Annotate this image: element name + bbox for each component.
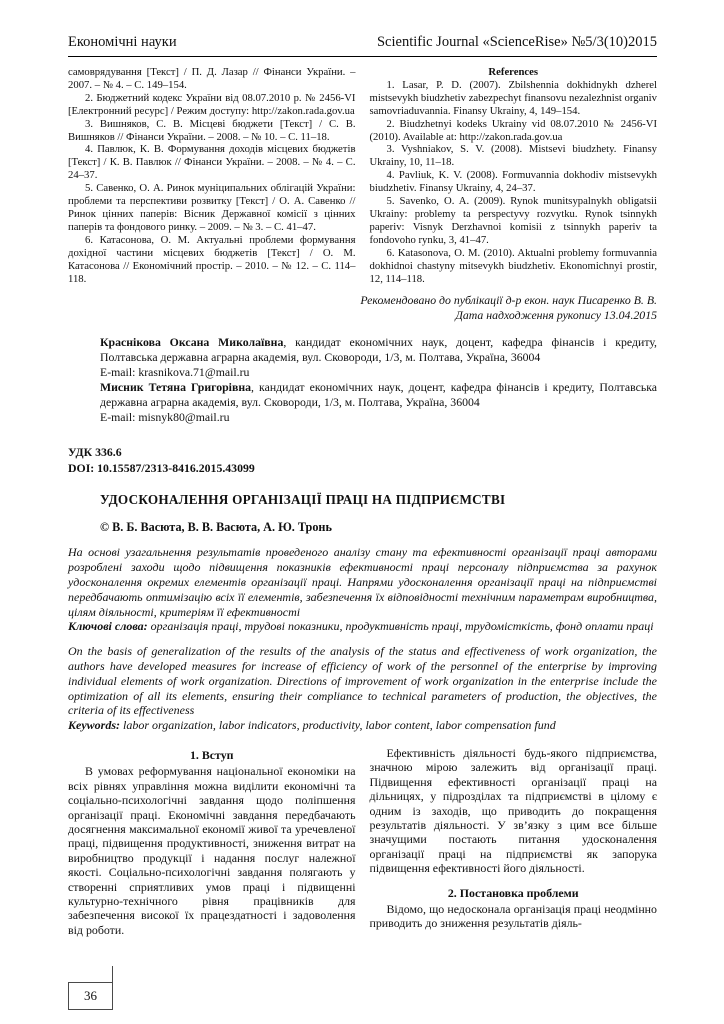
- header-journal-title: Scientific Journal «ScienceRise» №5/3(10)2015: [376, 34, 657, 50]
- author-email: E-mail: misnyk80@mail.ru: [100, 410, 230, 425]
- author-entry: [100, 380, 657, 410]
- udc-code: УДК 336.6: [68, 445, 122, 460]
- reference-item: 3. Vyshniakov, S. V. (2008). Mistsevi biudzhety. Finansy Ukrainy, 10, 11–18.: [369, 143, 657, 169]
- body-paragraph: Відомо, що недосконала організація праці неодмінно приводить до зниження результатів діяль-: [369, 902, 657, 931]
- keywords-ua: [68, 619, 657, 634]
- intro-heading: 1. Вступ: [189, 747, 234, 762]
- reference-item: 3. Вишняков, С. В. Місцеві бюджети [Текст] / С. В. Вишняков // Фінанси України. – 2008. – № 10. – С. 11–18.: [68, 117, 356, 143]
- article-meta: [68, 445, 657, 476]
- authors-block: [100, 335, 657, 425]
- keywords-en: [68, 718, 657, 733]
- author-affiliation: , кандидат економічних наук, доцент, кафедра фінансів і кредиту, Полтавська державна аграрна академія, вул. Сковороди, 1/3, м. Полтава, Україна, 36004: [100, 380, 657, 410]
- author-entry: [100, 335, 657, 365]
- problem-heading: 2. Постановка проблеми: [447, 885, 579, 900]
- recommendation-block: [68, 293, 657, 323]
- reference-item: самоврядування [Текст] / П. Д. Лазар // Фінанси України. – 2007. – № 4. – С. 149–154.: [68, 66, 356, 91]
- reference-item: 2. Бюджетний кодекс України від 08.07.2010 р. № 2456-VI [Електронний ресурс] / Режим доступу: http://zakon.rada.gov.ua: [68, 91, 356, 117]
- reference-item: 1. Lasar, P. D. (2007). Zbilshennia dokhidnykh dzherel mistsevykh biudzhetiv zabezpechyt finansovu nezalezhnist organiv samovriaduvannia. Finansy Ukrainy, 4, 149–154.: [369, 78, 657, 117]
- reference-item: 5. Savenko, O. A. (2009). Rynok munitsypalnykh obligatsii Ukrainy: problemy ta perspectyvy rozvytku. Rynok tsinnykh paperiv: Visnyk Derzhavnoi komisii z tsinnykh paperiv ta fondovoho rynku, 3, 41–47.: [369, 195, 657, 246]
- references-ua-column: [68, 66, 356, 285]
- abstract-en: [68, 644, 657, 733]
- abstract-ua-text: На основі узагальнення результатів проведеного аналізу стану та ефективності організації праці авторами розроблені заходи щодо підвищення показників ефективності праці персоналу підприємства за рахунок удосконалення окремих елементів організації праці. Напрями удосконалення організації праці на підприємстві передбачають оптимізацію всіх її елементів, забезпечення їх відповідності технічним параметрам виробництва, цілям діяльності, критеріям її ефективності: [68, 545, 657, 619]
- recommendation-note: Рекомендовано до публікації д-р екон. наук Писаренко В. В.: [360, 293, 657, 308]
- body-left-column: [68, 746, 356, 937]
- references-en-column: [370, 66, 658, 285]
- page-header: [68, 34, 657, 57]
- reference-item: 4. Pavliuk, K. V. (2008). Formuvannia dokhodiv mistsevykh biudzhetiv. Finansy Ukrainy, 4, 24–37.: [369, 169, 657, 195]
- intro-paragraph: В умовах реформування національної економіки на всіх рівнях управління можна виділити економічні та соціально-психологічні завдання щодо поліпшення організації праці. Економічні завдання передбачають досягнення максимальної економії живої та уречевленої праці, підвищення продуктивності, зниження витрат на виробництво продукції і надання послуг належної якості. Соціально-психологічні завдання полягають у створенні сприятливих умов праці і підвищенні культурно-технічного рівня працівників для забезпечення високої їх працездатності і задоволення від роботи.: [68, 764, 356, 937]
- article-title: УДОСКОНАЛЕННЯ ОРГАНІЗАЦІЇ ПРАЦІ НА ПІДПРИЄМСТВІ: [100, 492, 506, 508]
- author-name: Мисник Тетяна Григорівна: [100, 380, 252, 395]
- page-number: 36: [84, 988, 97, 1003]
- author-affiliation: , кандидат економічних наук, доцент, кафедра фінансів і кредиту, Полтавська державна аграрна академія, вул. Сковороди, 1/3, м. Полтава, Україна, 36004: [100, 335, 657, 365]
- references-heading: References: [488, 66, 539, 78]
- article-authors: © В. Б. Васюта, В. В. Васюта, А. Ю. Тронь: [100, 520, 332, 535]
- author-name: Краснікова Оксана Миколаївна: [100, 335, 284, 350]
- reference-item: 5. Савенко, О. А. Ринок муніципальних облігацій України: проблеми та перспективи розвитку [Текст] / О. А. Савенко // Ринок цінних паперів: Вісник Державної комісії з цінних паперів та фондового ринку. – 2009. – № 3. – С. 41–47.: [68, 182, 356, 233]
- reference-item: 2. Biudzhetnyi kodeks Ukrainy vid 08.07.2010 № 2456-VI (2010). Available at: http://zakon.rada.gov.ua: [369, 117, 657, 143]
- references-section: [68, 66, 657, 285]
- keywords-ua-text: організація праці, трудові показники, продуктивність праці, трудомісткість, фонд оплати праці: [147, 619, 654, 634]
- abstract-en-text: On the basis of generalization of the results of the analysis of the status and effectiveness of work organization, the authors have developed measures for increase of efficiency of work of the personnel of the enterprise by improving individual elements of work organization. Directions of improvement of work organization in the enterprise include the optimization of all its elements, ensuring their compliance to technical parameters of production, the objectives, the criteria of its effectiveness: [68, 644, 657, 718]
- reference-item: 4. Павлюк, К. В. Формування доходів місцевих бюджетів [Текст] / К. В. Павлюк // Фінанси України. – 2008. – № 4. – С. 24–37.: [68, 143, 356, 182]
- keywords-en-text: labor organization, labor indicators, productivity, labor content, labor compensation fund: [120, 718, 556, 733]
- body-right-column: [370, 746, 658, 937]
- doi-code: DOI: 10.15587/2313-8416.2015.43099: [68, 460, 255, 475]
- body-paragraph: Ефективність діяльності будь-якого підприємства, значною мірою залежить від організації праці. Підвищення ефективності організації праці на дільницях, у підрозділах та підприємстві в цілому є одним із заходів, що приводить до покращення результатів діяльності. У зв’язку з цим все більше значущими постають питання удосконалення організації праці на підприємстві як запорука підвищення ефективності його діяльності.: [369, 745, 657, 876]
- reference-item: 6. Katasonova, O. M. (2010). Aktualni problemy formuvannia dokhidnoi chastyny mitsevykh biudzhetiv. Ekonomichnyi prostir, 12, 114–118.: [369, 246, 657, 285]
- reference-item: 6. Катасонова, О. М. Актуальні проблеми формування дохідної частини місцевих бюджетів [Текст] / О. М. Катасонова // Економічний простір. – 2010. – № 12. – С. 114–118.: [68, 233, 356, 285]
- body-columns: [68, 746, 657, 937]
- author-email: E-mail: krasnikova.71@mail.ru: [100, 365, 250, 380]
- page-number-rule: [112, 966, 113, 982]
- manuscript-date: Дата надходження рукопису 13.04.2015: [455, 308, 657, 323]
- abstract-ua: [68, 545, 657, 634]
- header-section-title: Економічні науки: [68, 34, 177, 50]
- keywords-en-label: Keywords:: [68, 718, 120, 733]
- page-number-box: [68, 982, 113, 1010]
- keywords-ua-label: Ключові слова:: [68, 619, 148, 634]
